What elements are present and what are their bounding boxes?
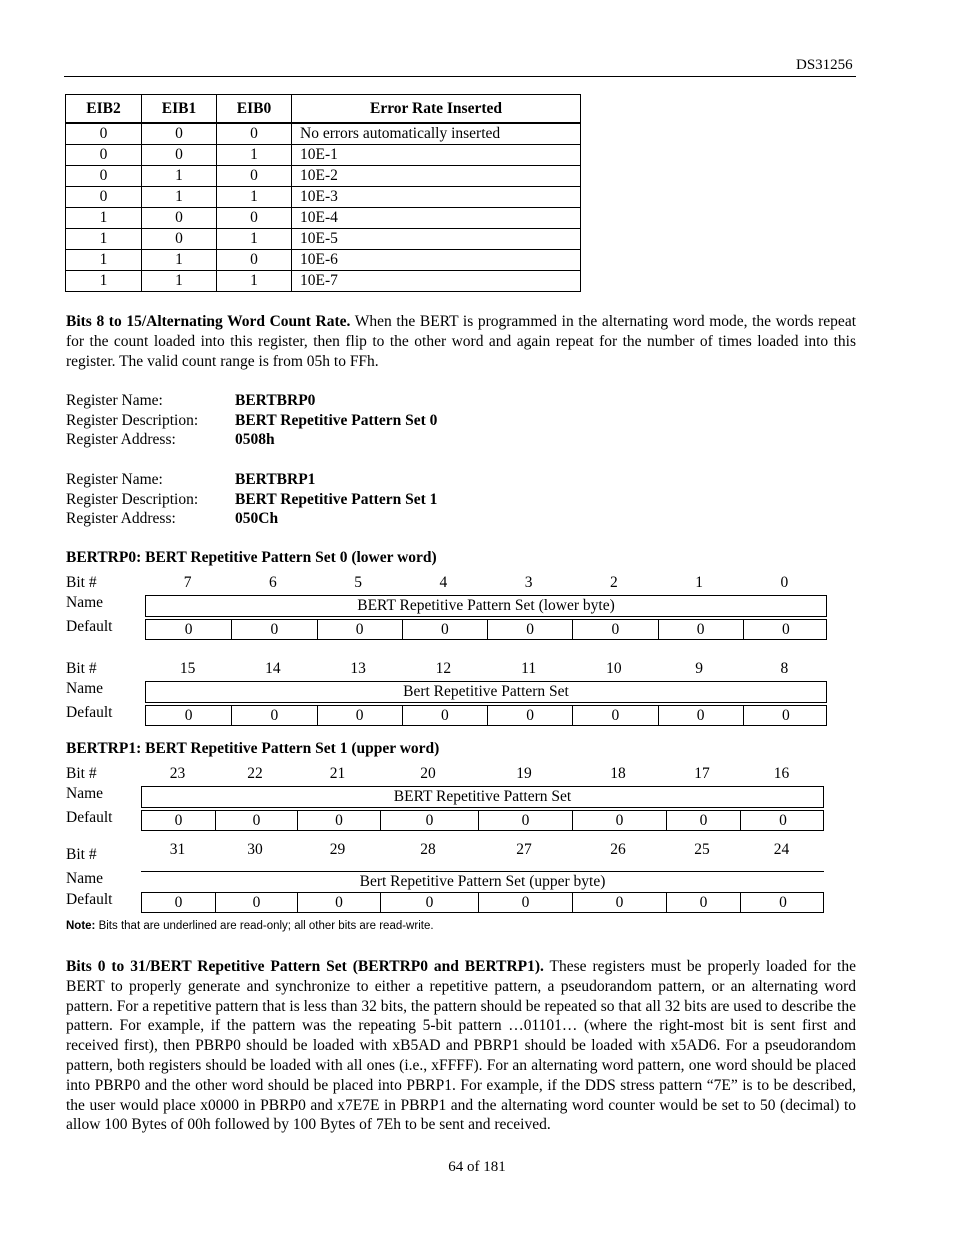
bit-number: 26 xyxy=(610,841,626,858)
register-desc-value: BERT Repetitive Pattern Set 1 xyxy=(235,490,438,508)
default-value: 0 xyxy=(743,620,828,639)
bit-number: 19 xyxy=(516,765,532,782)
table-row xyxy=(66,123,581,145)
field-name-box: Bert Repetitive Pattern Set (upper byte) xyxy=(141,871,824,893)
default-value: 0 xyxy=(231,620,316,639)
register-block-bertbrp1 xyxy=(66,470,437,529)
bit-number: 2 xyxy=(610,574,618,591)
table-cell: 1 xyxy=(142,271,217,292)
bit-number: 18 xyxy=(610,765,626,782)
bertrp1-title: BERTRP1: BERT Repetitive Pattern Set 1 (upper word) xyxy=(66,740,440,757)
col-header-eib2: EIB2 xyxy=(66,95,142,124)
register-name-value: BERTBRP1 xyxy=(235,471,316,488)
table-row xyxy=(66,145,581,166)
table-row xyxy=(66,250,581,271)
default-value: 0 xyxy=(174,894,183,911)
table-row xyxy=(66,208,581,229)
bit-number: 31 xyxy=(169,841,186,858)
default-value: 0 xyxy=(572,706,657,725)
bit-number: 10 xyxy=(606,660,622,677)
default-value: 0 xyxy=(215,811,297,830)
field-name-box: BERT Repetitive Pattern Set xyxy=(141,786,824,808)
default-value: 0 xyxy=(487,706,572,725)
bit-number: 25 xyxy=(694,841,710,858)
table-row xyxy=(66,229,581,250)
bit-number: 23 xyxy=(169,765,186,782)
table-cell: 0 xyxy=(217,208,292,229)
table-cell: 0 xyxy=(217,123,292,145)
register-desc-label: Register Description: xyxy=(66,411,199,429)
bit-number-label: Bit # xyxy=(66,574,97,591)
table-cell: 1 xyxy=(66,271,142,292)
register-bit-grid xyxy=(66,841,856,926)
default-value: 0 xyxy=(402,620,487,639)
default-value: 0 xyxy=(478,893,572,912)
bit-number: 28 xyxy=(420,841,436,858)
bit-number: 29 xyxy=(329,841,346,858)
bit-number: 13 xyxy=(350,660,366,677)
default-label: Default xyxy=(66,809,113,826)
table-cell: 1 xyxy=(142,166,217,187)
page-number: 64 of 181 xyxy=(448,1159,506,1175)
bit-number: 16 xyxy=(773,765,790,782)
default-value: 0 xyxy=(740,893,825,912)
register-addr-value: 050Ch xyxy=(235,510,279,528)
name-label: Name xyxy=(66,785,104,802)
table-cell: 0 xyxy=(142,229,217,250)
default-value: 0 xyxy=(380,811,478,830)
col-header-eib1: EIB1 xyxy=(142,95,217,124)
register-name-value: BERTBRP0 xyxy=(235,392,316,409)
table-cell: 1 xyxy=(217,187,292,208)
table-cell: 10E-5 xyxy=(292,229,581,250)
table-cell: 1 xyxy=(66,208,142,229)
field-name-box: Bert Repetitive Pattern Set xyxy=(145,681,827,703)
table-row xyxy=(66,187,581,208)
bit-number-label: Bit # xyxy=(66,765,97,782)
register-bit-grid xyxy=(66,765,856,845)
register-desc-label: Register Description: xyxy=(66,490,199,508)
default-value: 0 xyxy=(317,706,402,725)
bertrp0-title: BERTRP0: BERT Repetitive Pattern Set 0 (lower word) xyxy=(66,549,437,566)
table-header-row xyxy=(66,95,581,124)
register-name-label: Register Name: xyxy=(66,392,163,409)
default-value: 0 xyxy=(658,620,743,639)
table-cell: 1 xyxy=(142,250,217,271)
bit-number: 6 xyxy=(269,574,277,591)
default-value: 0 xyxy=(740,811,825,830)
col-header-eib0: EIB0 xyxy=(217,95,292,124)
default-values-row xyxy=(141,892,824,913)
bit-number-label: Bit # xyxy=(66,660,97,677)
register-addr-label: Register Address: xyxy=(66,510,176,528)
default-value: 0 xyxy=(297,893,380,912)
default-value: 0 xyxy=(184,621,193,638)
table-cell: 0 xyxy=(217,250,292,271)
bit-number: 1 xyxy=(695,574,703,591)
document-id: DS31256 xyxy=(796,57,853,73)
default-value: 0 xyxy=(572,811,666,830)
default-value: 0 xyxy=(743,706,828,725)
table-cell: 10E-4 xyxy=(292,208,581,229)
table-cell: 10E-6 xyxy=(292,250,581,271)
register-bit-grid xyxy=(66,660,856,740)
bits-0-31-paragraph xyxy=(66,957,856,1135)
default-values-row xyxy=(141,810,824,831)
default-value: 0 xyxy=(666,811,740,830)
bit-number: 4 xyxy=(439,574,448,591)
table-cell: 10E-3 xyxy=(292,187,581,208)
default-values-row xyxy=(145,619,827,640)
table-cell: 0 xyxy=(66,123,142,145)
register-desc-value: BERT Repetitive Pattern Set 0 xyxy=(235,411,438,429)
note-label: Note: xyxy=(66,920,96,932)
bit-number: 11 xyxy=(521,660,537,677)
bits-8-15-title: Bits 8 to 15/Alternating Word Count Rate. xyxy=(66,313,351,330)
default-label: Default xyxy=(66,704,113,721)
table-row xyxy=(66,271,581,292)
bits-0-31-title: Bits 0 to 31/BERT Repetitive Pattern Set (BERTRP0 and BERTRP1). xyxy=(66,958,544,975)
default-value: 0 xyxy=(572,620,657,639)
error-rate-table xyxy=(65,94,581,292)
default-value: 0 xyxy=(297,811,380,830)
register-addr-label: Register Address: xyxy=(66,431,176,449)
error-rate-table-body xyxy=(66,123,581,292)
default-value: 0 xyxy=(215,893,297,912)
bit-number: 21 xyxy=(329,765,346,782)
table-cell: 0 xyxy=(142,145,217,166)
bit-number: 27 xyxy=(516,841,532,858)
default-value: 0 xyxy=(658,706,743,725)
default-value: 0 xyxy=(572,893,666,912)
register-name-label: Register Name: xyxy=(66,471,163,488)
table-cell: 0 xyxy=(217,166,292,187)
default-value: 0 xyxy=(231,706,316,725)
table-cell: 0 xyxy=(66,187,142,208)
bit-number: 3 xyxy=(524,574,533,591)
bit-number: 20 xyxy=(420,765,436,782)
bit-number: 9 xyxy=(695,660,703,677)
table-cell: 0 xyxy=(66,166,142,187)
bit-number: 17 xyxy=(694,765,710,782)
bit-number: 30 xyxy=(247,841,263,858)
bit-number: 24 xyxy=(773,841,790,858)
name-label: Name xyxy=(66,870,104,887)
table-cell: 1 xyxy=(217,145,292,166)
name-label: Name xyxy=(66,594,104,611)
default-value: 0 xyxy=(184,707,193,724)
default-value: 0 xyxy=(478,811,572,830)
default-value: 0 xyxy=(487,620,572,639)
default-value: 0 xyxy=(666,893,740,912)
note xyxy=(66,920,434,932)
table-cell: 0 xyxy=(66,145,142,166)
table-cell: No errors automatically inserted xyxy=(292,123,581,145)
note-text: Bits that are underlined are read-only; all other bits are read-write. xyxy=(95,920,434,932)
bit-number: 5 xyxy=(354,574,362,591)
table-cell: 0 xyxy=(142,208,217,229)
default-label: Default xyxy=(66,618,113,635)
bits-0-31-text: These registers must be properly loaded for the BERT to properly generate and synchronize to either a repetitive pattern, a pseudorandom pattern, or an alternating word pattern. For a repetitive pattern that is less than 32 bits, the pattern should be repeated so that all 32 bits are used to describe the pattern. For example, if the pattern was the repeating 5-bit pattern …01101… (where the right-most bit is sent first and received first), then PBRP0 should be loaded with xB5AD and PBRP1 should be loaded with x5AD6. For a pseudorandom pattern, both registers should be loaded with all ones (i.e., xFFFF). For an alternating word pattern, one word should be placed into PBRP0 and the other word should be placed into PBRP1. For example, if the DDS stress pattern “7E” is to be described, the user would place x0000 in PBRP0 and x7E7E in PBRP1 and the alternating word counter would be set to 50 (decimal) to allow 100 Bytes of 00h followed by 100 Bytes of 7Eh to be sent and received. xyxy=(66,958,856,1134)
bits-8-15-paragraph xyxy=(66,312,856,371)
bit-number-label: Bit # xyxy=(66,846,97,863)
bits-8-15-text: When the BERT is programmed in the alternating word mode, the words repeat for the count loaded into this register, then flip to the other word and again repeat for the number of times loaded into this register. The valid count range is from 05h to FFh. xyxy=(66,313,857,370)
bit-number: 7 xyxy=(183,574,192,591)
header-rule xyxy=(64,76,856,77)
table-cell: 10E-7 xyxy=(292,271,581,292)
table-cell: 1 xyxy=(66,229,142,250)
bit-number: 12 xyxy=(435,660,452,677)
bit-number: 22 xyxy=(247,765,263,782)
table-cell: 10E-1 xyxy=(292,145,581,166)
default-value: 0 xyxy=(317,620,402,639)
bit-number: 0 xyxy=(780,574,789,591)
default-value: 0 xyxy=(380,893,478,912)
default-values-row xyxy=(145,705,827,726)
default-label: Default xyxy=(66,891,113,908)
field-name-box: BERT Repetitive Pattern Set (lower byte) xyxy=(145,595,827,617)
register-addr-value: 0508h xyxy=(235,431,275,449)
register-block-bertbrp0 xyxy=(66,391,437,450)
register-bit-grid xyxy=(66,574,856,654)
default-value: 0 xyxy=(402,706,487,725)
table-cell: 1 xyxy=(66,250,142,271)
table-row xyxy=(66,166,581,187)
bit-number: 14 xyxy=(265,660,281,677)
table-cell: 1 xyxy=(142,187,217,208)
table-cell: 1 xyxy=(217,229,292,250)
bit-number: 8 xyxy=(780,660,789,677)
table-cell: 10E-2 xyxy=(292,166,581,187)
name-label: Name xyxy=(66,680,104,697)
bit-number: 15 xyxy=(179,660,196,677)
default-value: 0 xyxy=(174,812,183,829)
table-cell: 0 xyxy=(142,123,217,145)
col-header-error-rate: Error Rate Inserted xyxy=(292,95,581,124)
table-cell: 1 xyxy=(217,271,292,292)
